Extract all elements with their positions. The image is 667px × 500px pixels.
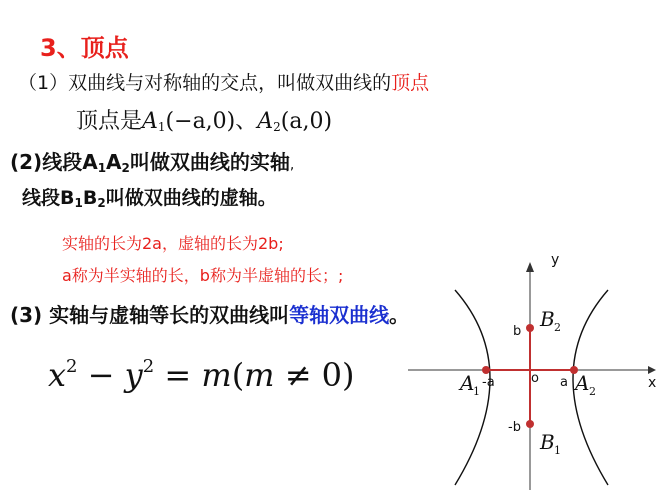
a1-sub-label: 1	[473, 385, 480, 398]
eq-equals: =	[154, 356, 202, 394]
b2-label: B	[540, 307, 555, 331]
eq-paren: (	[231, 356, 245, 394]
real-axis-text-2: A	[106, 150, 122, 174]
y-axis-label: y	[551, 252, 560, 268]
imag-axis-text-1: 线段B	[22, 187, 75, 209]
imag-axis-sub-2: 2	[97, 196, 106, 210]
imag-axis-text-2: B	[82, 187, 98, 209]
origin-label: o	[531, 371, 539, 386]
real-axis-text-1: (2)线段A	[10, 150, 98, 174]
y-axis-arrow	[526, 262, 534, 272]
a1-letter: A	[142, 109, 158, 134]
real-axis-sub-2: 2	[121, 161, 130, 175]
neg-b-label: -b	[508, 420, 521, 435]
b1-label: B	[540, 430, 555, 454]
eq-sup-1: 2	[66, 356, 78, 377]
vertex-term: 顶点	[391, 72, 430, 94]
point-b2	[526, 324, 534, 332]
x-axis-label: x	[648, 375, 657, 391]
a1-sub: 1	[157, 120, 166, 134]
a2-sub-label: 2	[589, 385, 596, 398]
a2-letter: A	[257, 109, 274, 134]
section-title: 3、顶点	[40, 34, 129, 62]
point-b1	[526, 420, 534, 428]
eq-m2: m	[244, 356, 275, 394]
imag-axis-sub-1: 1	[74, 196, 83, 210]
vertex-formula-label: 顶点是	[76, 109, 143, 134]
a1-label: A	[460, 371, 475, 395]
a2-sub: 2	[273, 120, 281, 134]
real-axis-sub-1: 1	[97, 161, 107, 175]
eq-x: x	[48, 356, 67, 394]
eq-sup-2: 2	[142, 356, 155, 377]
a-label: a	[560, 375, 568, 390]
semi-axis-note: a称为半实轴的长，b称为半虚轴的长；;	[62, 266, 344, 285]
imag-axis-text-3: 叫做双曲线的虚轴。	[105, 187, 277, 209]
neg-a-label: -a	[482, 375, 495, 390]
eq-neq: ≠ 0)	[274, 356, 355, 394]
b1-sub: 1	[554, 444, 561, 457]
b-label: b	[513, 324, 522, 339]
real-axis-comma: ,	[289, 157, 295, 173]
a2-coords: (a,0)	[280, 109, 333, 134]
axis-length-note: 实轴的长为2a，虚轴的长为2b;	[62, 234, 284, 253]
eq-y: y	[124, 356, 143, 394]
b2-sub: 2	[554, 321, 561, 334]
equilateral-period: 。	[389, 303, 410, 327]
equilateral-term: 等轴双曲线	[289, 303, 390, 327]
real-axis-text-3: 叫做双曲线的实轴	[129, 150, 290, 174]
equilateral-text: (3) 实轴与虚轴等长的双曲线叫	[10, 303, 290, 327]
eq-m: m	[201, 356, 232, 394]
a1-coords: (−a,0)、	[165, 109, 258, 134]
eq-minus: −	[77, 356, 125, 394]
x-axis-arrow	[648, 366, 656, 374]
point-a1	[482, 366, 490, 374]
definition-vertex-text: （1）双曲线与对称轴的交点，叫做双曲线的	[18, 72, 392, 94]
a2-label: A	[575, 371, 590, 395]
